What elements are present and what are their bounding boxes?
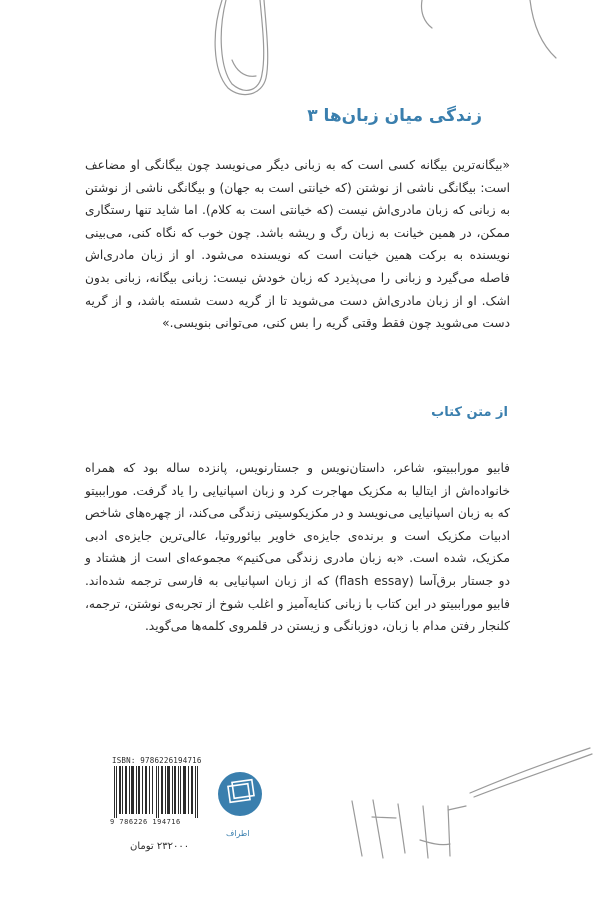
- back-cover-quote: «بیگانه‌ترین بیگانه کسی است که به زبانی دیگر می‌نویسد چون بیگانگی او مضاعف است: بیگانگی ناشی از نوشتن (که خیانتی است به جهان) و بیگانگی ناشی از نوشتن به زبانی که زبان مادری‌اش نیست (که خیانتی است به کلام). اما شاید تنها رستگاری ممکن، در همین خیانت به زبان رگ و ریشه باشد. چون خوب که نگاه کنی، می‌بینی نویسنده به برکت همین خیانت است که نویسنده می‌شود. او از زبان مادری‌اش فاصله می‌گیرد و زبانی را می‌پذیرد که زبان خودش نیست: زبانی بیگانه، زبانی بدون اشک. او از زبان مادری‌اش دست می‌شوید تا از گریه دست شسته باشد، و از گریه دست می‌شوید چون فقط وقتی گریه را بس کنی، می‌توانی بنویسی.»: [85, 158, 510, 331]
- publisher-name: اطراف: [226, 829, 250, 838]
- quote-source: از متن کتاب: [431, 405, 508, 420]
- price-label: ۲۳۲۰۰۰ تومان: [130, 841, 190, 852]
- series-title: زندگی میان زبان‌ها ۳: [307, 106, 482, 126]
- barcode-digits: 9 786226 194716: [110, 818, 181, 826]
- author-book-description: فابیو موراببیتو، شاعر، داستان‌نویس و جستارنویس، پانزده ساله بود که همراه خانواده‌اش از ایتالیا به مکزیک مهاجرت کرد و زبان اسپانیایی را یاد گرفت. موراببیتو که به زبان اسپانیایی می‌نویسد و در مکزیکوسیتی زندگی می‌کند، از چهره‌های شاخص ادبیات مکزیک است و برنده‌ی جایزه‌ی خاویر بیائوروتیا، عالی‌ترین جایزه‌ی ادبی مکزیک، شده است. «به زبان مادری زندگی می‌کنیم» مجموعه‌ای است از هشتاد و دو جستار برق‌آسا (flash essay) که از زبان اسپانیایی به فارسی ترجمه شده‌اند. فابیو موراببیتو در این کتاب با زبانی کنایه‌آمیز و اغلب شوخ از تجربه‌ی نوشتن، ترجمه، کلنجار رفتن مدام با زبان، دوزبانگی و زیستن در قلمروی کلمه‌ها می‌گوید.: [85, 461, 510, 634]
- barcode: [112, 766, 202, 818]
- isbn-label: ISBN: 9786226194716: [112, 756, 202, 765]
- publisher-logo-icon: [216, 766, 264, 830]
